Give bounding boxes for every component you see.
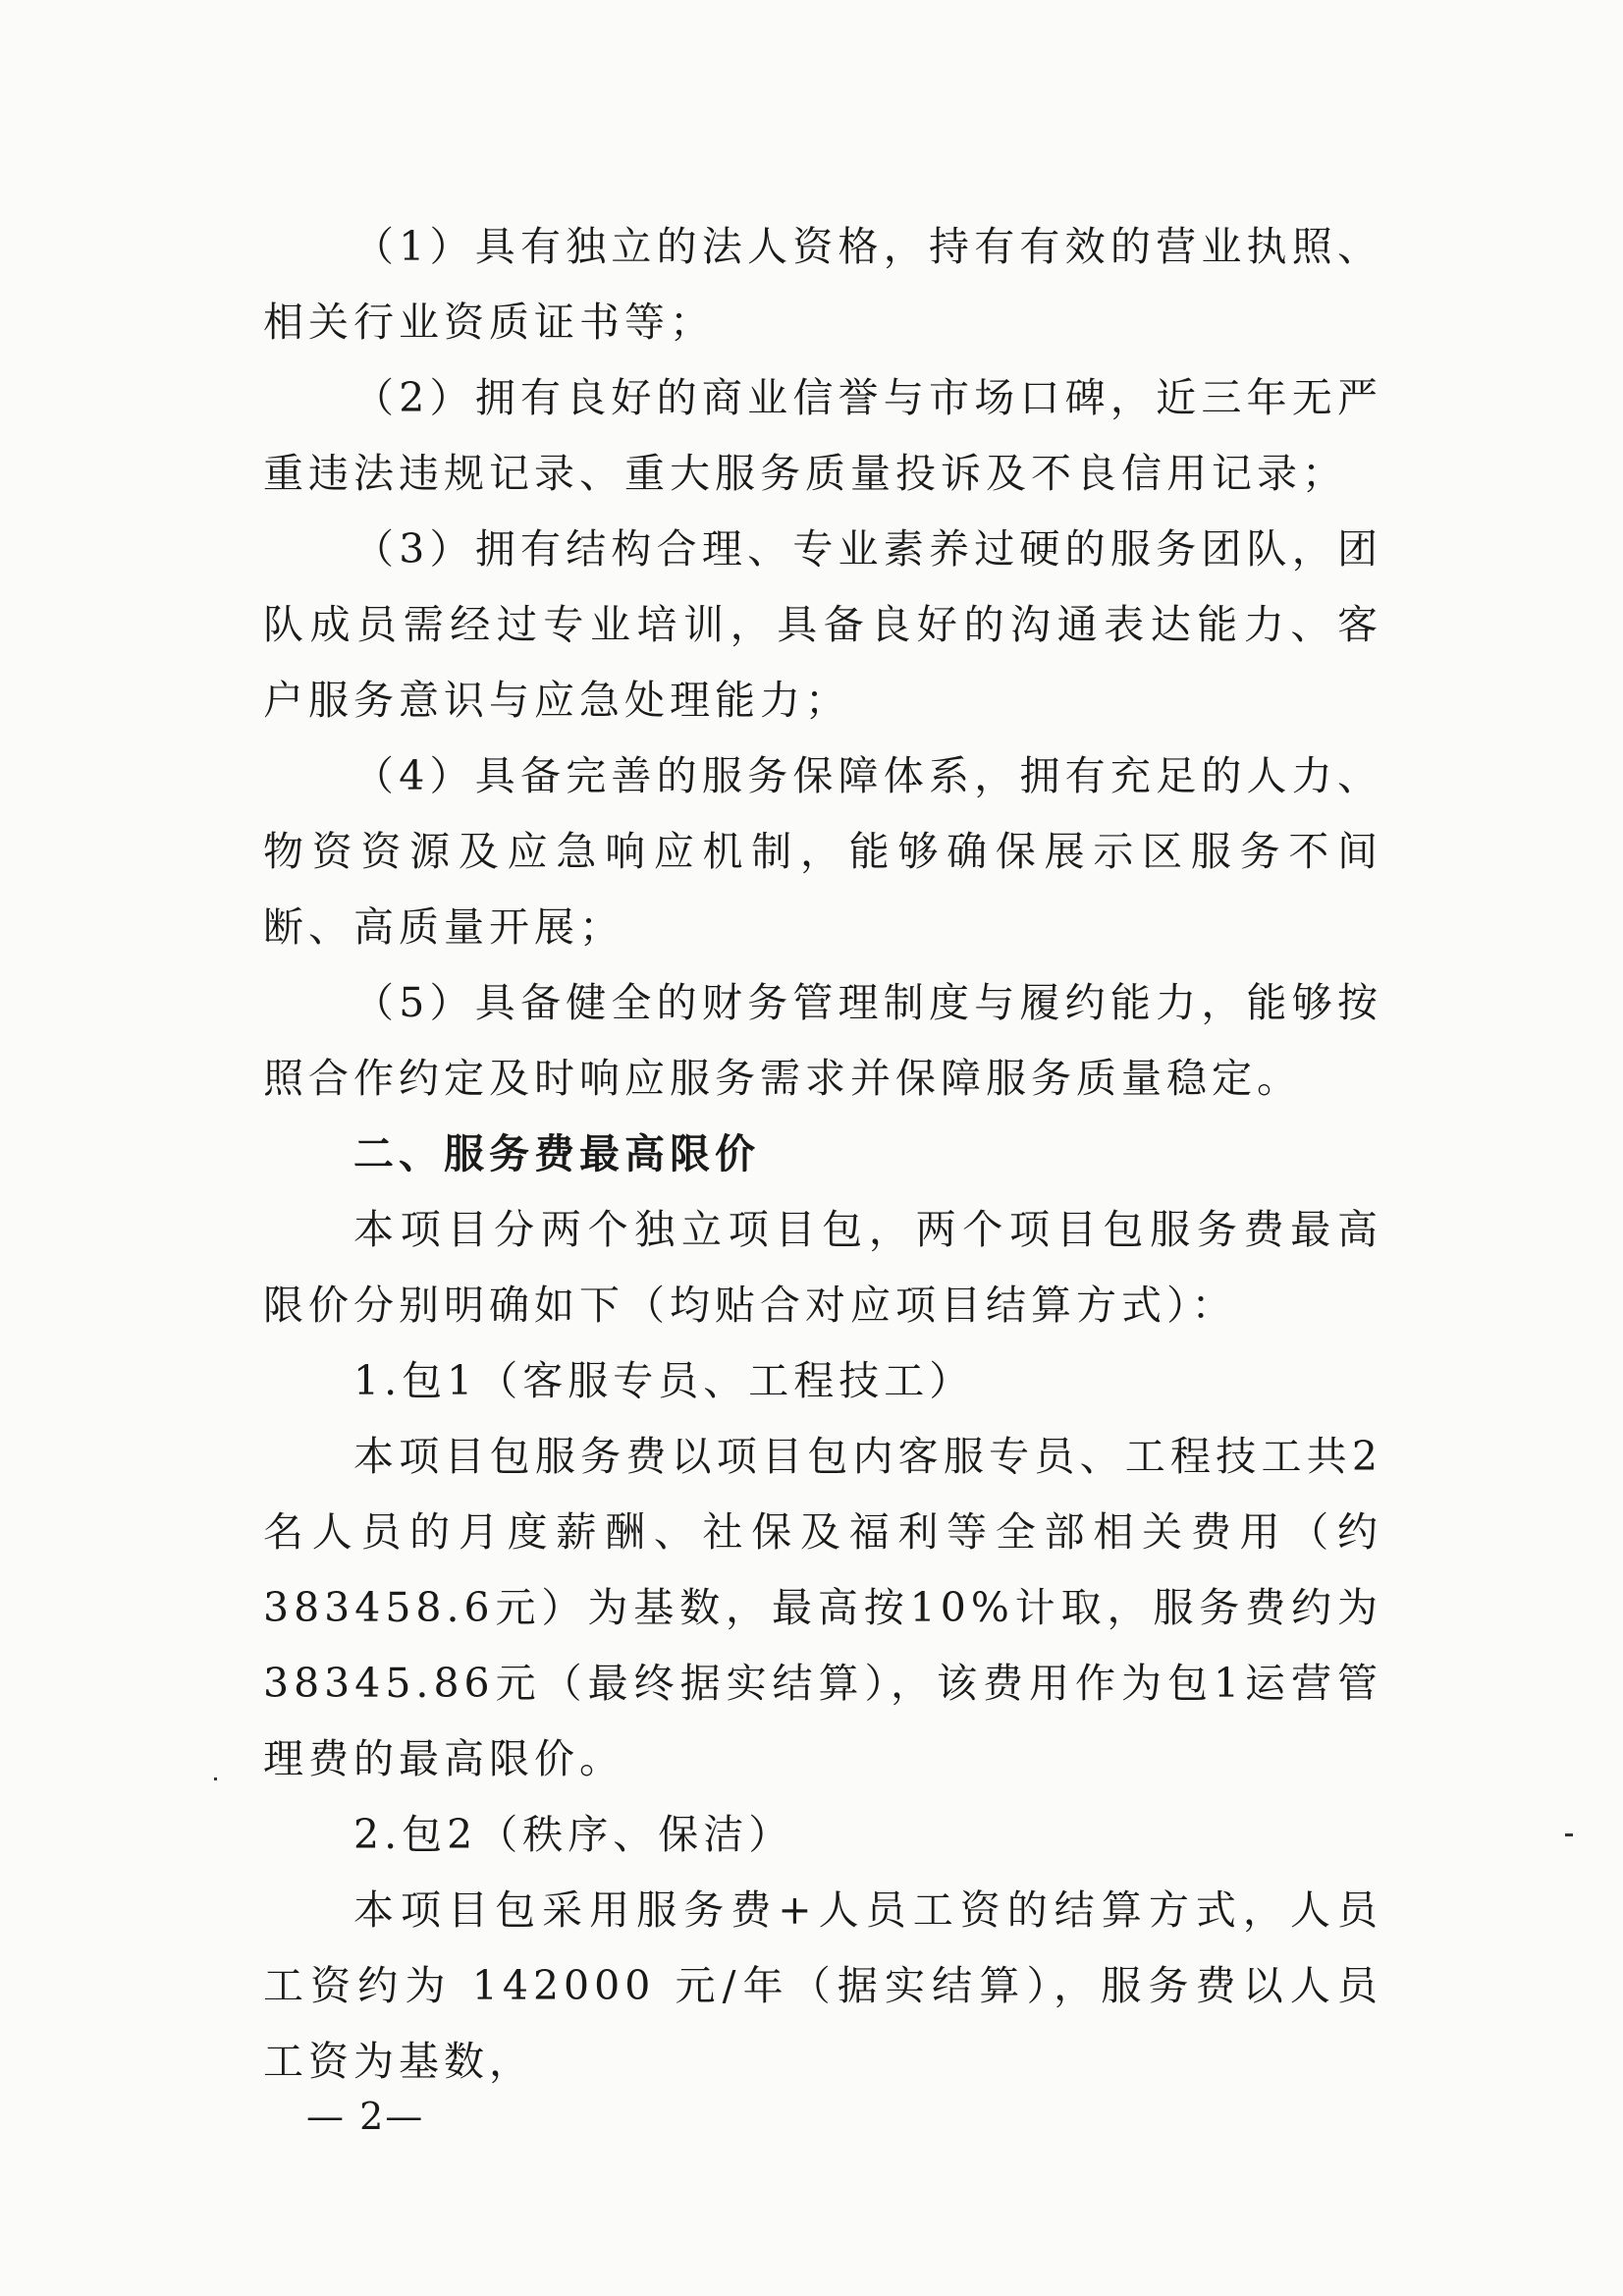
- requirement-4: （4）具备完善的服务保障体系，拥有充足的人力、物资资源及应急响应机制，能够确保展示区服务不间断、高质量开展；: [263, 752, 1382, 951]
- requirement-5: （5）具备健全的财务管理制度与履约能力，能够按照合作约定及时响应服务需求并保障服务质量稳定。: [263, 979, 1382, 1102]
- package-1-body: 本项目包服务费以项目包内客服专员、工程技工共2名人员的月度薪酬、社保及福利等全部相关费用（约383458.6元）为基数，最高按10%计取，服务费约为38345.86元（最终据实结算），该费用作为包1运营管理费的最高限价。: [263, 1433, 1382, 1782]
- scan-speck: [214, 1777, 217, 1780]
- section-intro: 本项目分两个独立项目包，两个项目包服务费最高限价分别明确如下（均贴合对应项目结算方式）：: [263, 1206, 1382, 1329]
- scan-speck: [1565, 1833, 1573, 1836]
- requirement-1: （1）具有独立的法人资格，持有有效的营业执照、相关行业资质证书等；: [263, 223, 1382, 346]
- package-1-title: 1.包1（客服专员、工程技工）: [353, 1357, 975, 1404]
- section-heading: 二、服务费最高限价: [353, 1130, 760, 1177]
- package-2-body: 本项目包采用服务费+人员工资的结算方式，人员工资约为 142000 元/年（据实结算），服务费以人员工资为基数，: [263, 1886, 1382, 2085]
- requirement-2: （2）拥有良好的商业信誉与市场口碑，近三年无严重违法违规记录、重大服务质量投诉及不良信用记录；: [263, 374, 1382, 497]
- package-2-title: 2.包2（秩序、保洁）: [353, 1811, 794, 1858]
- page-number: — 2—: [306, 2095, 425, 2138]
- requirement-3: （3）拥有结构合理、专业素养过硬的服务团队，团队成员需经过专业培训，具备良好的沟通表达能力、客户服务意识与应急处理能力；: [263, 525, 1382, 724]
- document-body: [263, 209, 1382, 2100]
